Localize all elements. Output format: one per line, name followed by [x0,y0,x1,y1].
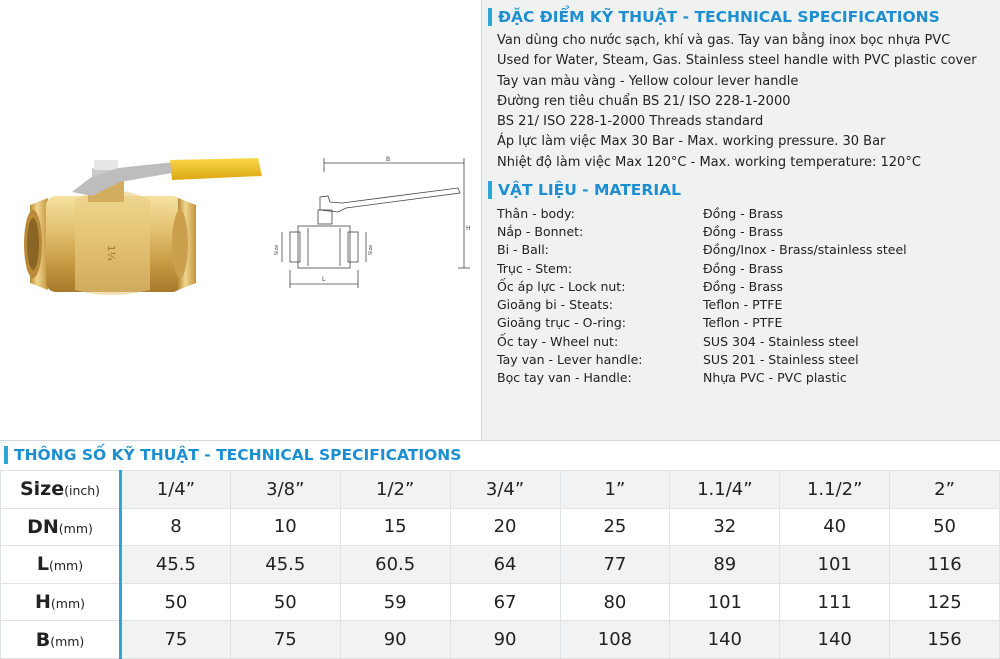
dimension-row [1,508,1000,546]
dimension-cell: 32 [670,508,780,546]
row-header [1,583,121,621]
dimension-cell: 2” [890,471,1000,509]
dimension-cell: 77 [560,546,670,584]
section-divider [0,440,1000,441]
dimension-cell: 156 [890,621,1000,659]
specs-title: ĐẶC ĐIỂM KỸ THUẬT - TECHNICAL SPECIFICATIONS [498,8,940,26]
row-unit: (inch) [64,483,101,499]
material-value: Teflon - PTFE [703,315,783,331]
material-part: Bi - Ball: [497,242,549,258]
dimension-cell: 111 [780,583,890,621]
dimension-cell: 60.5 [340,546,450,584]
product-photo-panel [0,0,269,440]
drawing-label-h: H [466,225,471,232]
dimension-cell: 140 [670,621,780,659]
drawing-label-l: L [322,276,326,283]
spec-line: Tay van màu vàng - Yellow colour lever handle [497,73,799,89]
heading-accent-bar [4,446,8,464]
row-label: Size [19,478,65,501]
dimension-cell: 15 [340,508,450,546]
dimension-cell: 50 [230,583,340,621]
material-part: Ốc áp lực - Lock nut: [497,278,626,294]
dimensions-heading [0,446,461,464]
dimension-cell: 90 [340,621,450,659]
row-header [1,508,121,546]
row-label: H [34,591,51,614]
dimension-cell: 50 [890,508,1000,546]
dimension-row [1,621,1000,659]
svg-text:1¼: 1¼ [105,245,116,262]
dimension-cell: 3/4” [450,471,560,509]
material-part: Gioăng bi - Steats: [497,297,613,313]
material-row [497,351,907,369]
dimension-cell: 80 [560,583,670,621]
specs-heading [482,6,1000,28]
dimension-cell: 64 [450,546,560,584]
spec-line: Used for Water, Steam, Gas. Stainless steel handle with PVC plastic cover [497,53,977,69]
material-row [497,333,907,351]
spec-line: BS 21/ ISO 228-1-2000 Threads standard [497,114,764,130]
row-label: B [35,628,51,651]
specs-list [482,31,1000,173]
material-value: Đồng/Inox - Brass/stainless steel [703,242,907,258]
material-value: SUS 201 - Stainless steel [703,351,859,367]
material-value: Đồng - Brass [703,206,784,222]
dimension-row [1,583,1000,621]
drawing-label-b: B [386,156,391,163]
material-row [497,369,907,387]
drawing-label-size-left: Size [274,244,280,255]
dimension-cell: 20 [450,508,560,546]
row-label: L [36,553,49,576]
material-part: Trục - Stem: [497,260,573,276]
dimension-cell: 50 [121,583,231,621]
dimension-cell: 75 [121,621,231,659]
dimensions-table [0,470,1000,659]
row-header [1,546,121,584]
material-row [497,314,907,332]
dimension-row [1,546,1000,584]
material-value: Đồng - Brass [703,224,784,240]
heading-accent-bar [488,181,492,199]
brass-ball-valve-photo [0,0,268,440]
dimension-cell: 67 [450,583,560,621]
row-label: DN [27,515,59,538]
dimension-cell: 1/4” [121,471,231,509]
dimension-cell: 59 [340,583,450,621]
dimension-cell: 1.1/4” [670,471,780,509]
spec-line: Đường ren tiêu chuẩn BS 21/ ISO 228-1-2000 [497,93,791,109]
valve-dimension-drawing [268,0,480,440]
material-part: Bọc tay van - Handle: [497,369,632,385]
dimension-cell: 101 [780,546,890,584]
material-row [497,278,907,296]
material-table [497,205,907,387]
dimension-cell: 8 [121,508,231,546]
material-row [497,260,907,278]
specifications-panel [481,0,1000,440]
dimension-cell: 75 [230,621,340,659]
row-unit: (mm) [50,633,85,649]
material-row [497,241,907,259]
dimension-cell: 45.5 [230,546,340,584]
row-header [1,471,121,509]
material-part: Nắp - Bonnet: [497,224,584,240]
dimension-cell: 25 [560,508,670,546]
dimension-cell: 1” [560,471,670,509]
dimension-cell: 1.1/2” [780,471,890,509]
dimension-cell: 90 [450,621,560,659]
material-part: Gioăng trục - O-ring: [497,315,626,331]
drawing-label-size-right: Size [368,244,374,255]
dimensions-title: THÔNG SỐ KỸ THUẬT - TECHNICAL SPECIFICATIONS [14,446,462,464]
material-value: Đồng - Brass [703,260,784,276]
material-part: Thân - body: [497,206,575,222]
material-title: VẬT LIỆU - MATERIAL [498,181,681,200]
material-value: Teflon - PTFE [703,297,783,313]
row-unit: (mm) [50,596,85,612]
spec-line: Áp lực làm việc Max 30 Bar - Max. working pressure. 30 Bar [497,134,886,150]
dimension-row [1,471,1000,509]
dimension-cell: 40 [780,508,890,546]
material-row [497,205,907,223]
dimension-cell: 1/2” [340,471,450,509]
row-unit: (mm) [49,558,84,574]
row-header [1,621,121,659]
material-value: Đồng - Brass [703,278,784,294]
dimension-cell: 89 [670,546,780,584]
dimension-cell: 45.5 [121,546,231,584]
dimension-cell: 10 [230,508,340,546]
material-value: SUS 304 - Stainless steel [703,333,859,349]
dimension-cell: 108 [560,621,670,659]
dimension-cell: 3/8” [230,471,340,509]
dimension-cell: 140 [780,621,890,659]
dimension-cell: 125 [890,583,1000,621]
spec-line: Nhiệt độ làm việc Max 120°C - Max. working temperature: 120°C [497,154,921,170]
material-part: Tay van - Lever handle: [497,351,643,367]
material-row [497,223,907,241]
spec-line: Van dùng cho nước sạch, khí và gas. Tay van bằng inox bọc nhựa PVC [497,33,951,48]
material-part: Ốc tay - Wheel nut: [497,333,619,349]
technical-drawing-panel [268,0,480,440]
material-row [497,296,907,314]
dimension-cell: 101 [670,583,780,621]
material-value: Nhựa PVC - PVC plastic [703,369,847,385]
dimension-cell: 116 [890,546,1000,584]
row-unit: (mm) [58,520,93,536]
heading-accent-bar [488,8,492,26]
material-heading [482,179,1000,201]
